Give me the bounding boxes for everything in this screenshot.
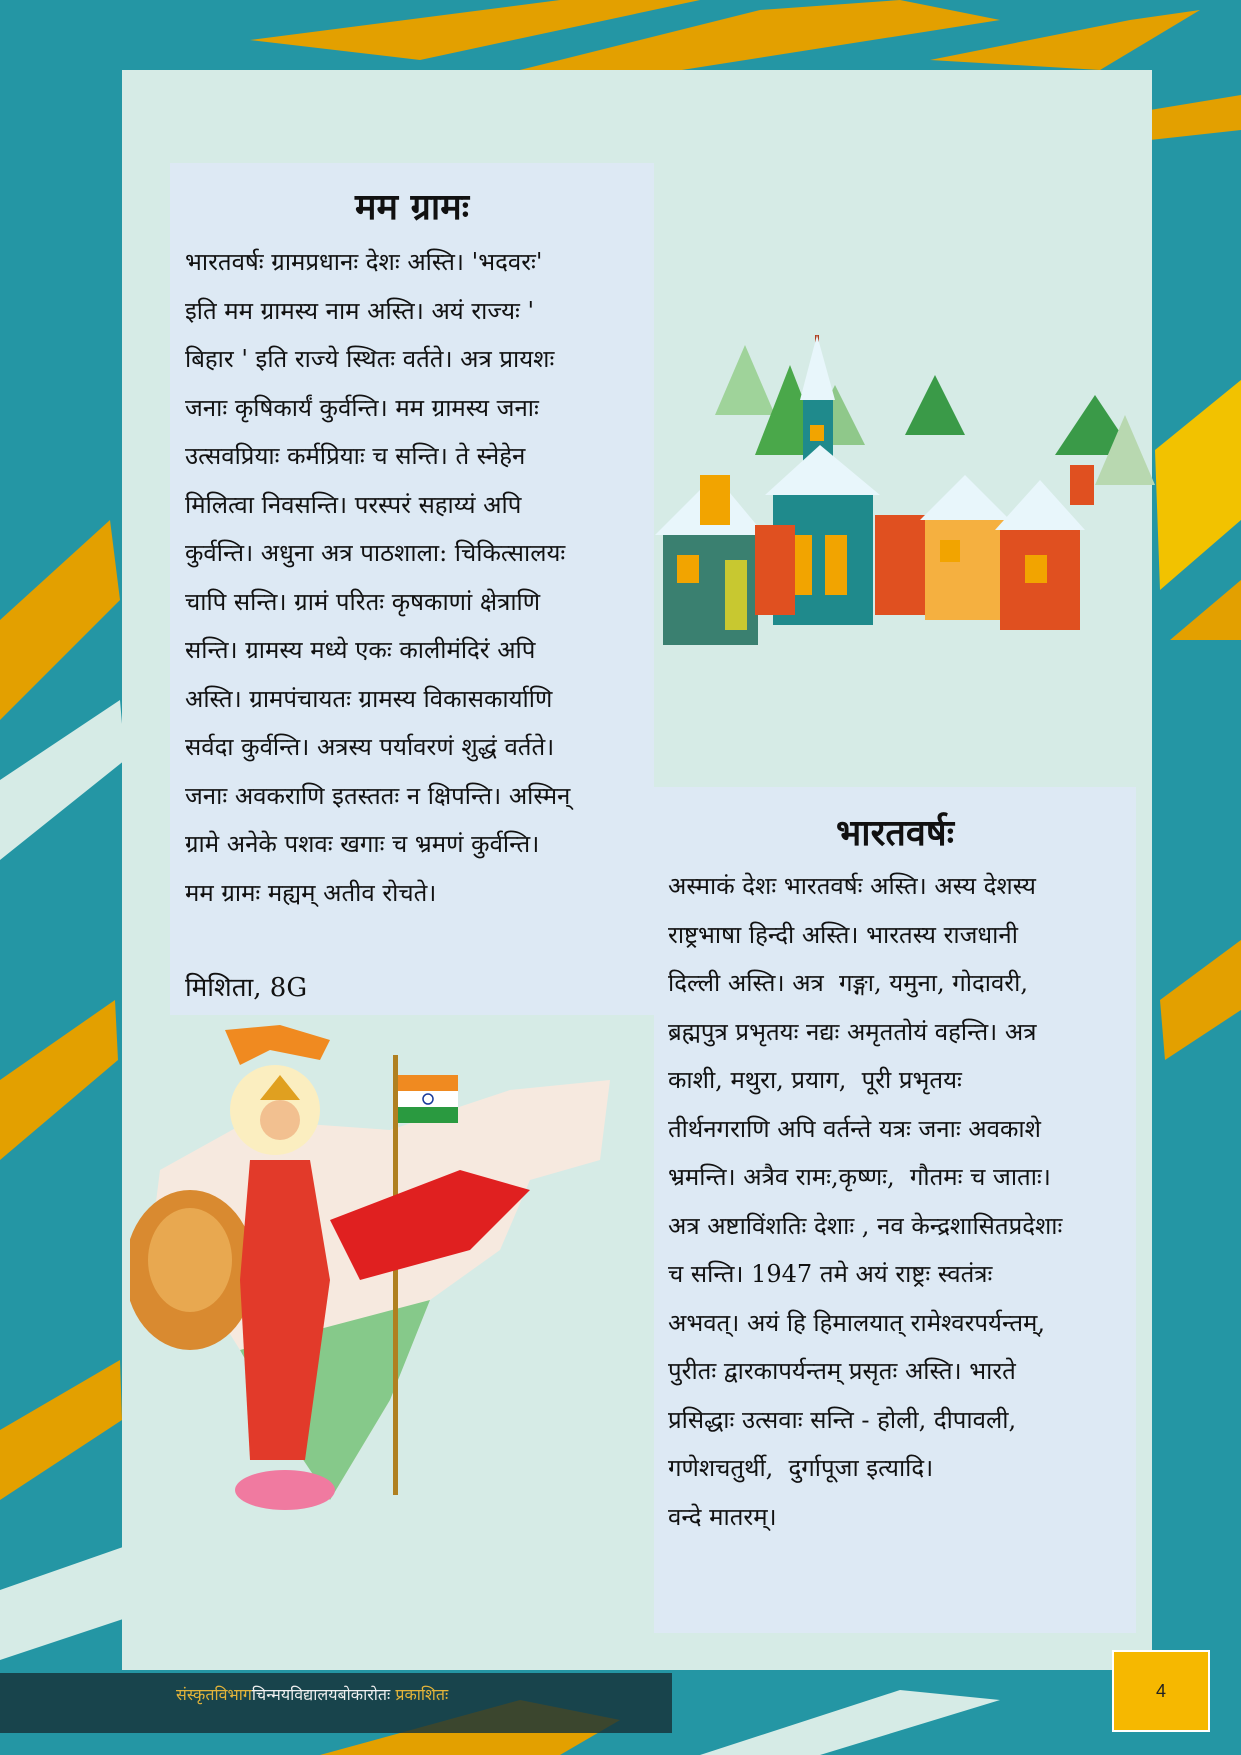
india-essay-title: भारतवर्षः: [836, 812, 954, 854]
footer-credit: [176, 1683, 448, 1705]
bharat-mata-illustration: [130, 1020, 620, 1560]
india-essay-box: [654, 787, 1136, 1633]
author-signature: मिशिता, 8G: [185, 973, 308, 1003]
footer-credit-dept: संस्कृतविभाग: [176, 1685, 252, 1704]
village-essay-body: भारतवर्षः ग्रामप्रधानः देशः अस्ति। 'भदवरः' इति मम ग्रामस्य नाम अस्ति। अयं राज्यः ' बिहार ' इति राज्ये स्थितः वर्तते। अत्र प्रायशः जनाः कृषिकार्यं कुर्वन्ति। मम ग्रामस्य जनाः उत्सवप्रियाः कर्मप्रियाः च सन्ति। ते स्नेहेन मिलित्वा निवसन्ति। परस्परं सहाय्यं अपि कुर्वन्ति। अधुना अत्र पाठशाला: चिकित्सालयः चापि सन्ति। ग्रामं परितः कृषकाणां क्षेत्राणि सन्ति। ग्रामस्य मध्ये एकः कालीमंदिरं अपि अस्ति। ग्रामपंचायतः ग्रामस्य विकासकार्याणि सर्वदा कुर्वन्ति। अत्रस्य पर्यावरणं शुद्धं वर्तते। जनाः अवकराणि इतस्ततः न क्षिपन्ति। अस्मिन् ग्रामे अनेके पशवः खगाः च भ्रमणं कुर्वन्ति। मम ग्रामः मह्यम् अतीव रोचते।: [185, 248, 571, 907]
page-number: 4: [1112, 1650, 1210, 1732]
village-essay-title: मम ग्रामः: [354, 186, 470, 228]
snowy-village-illustration: [655, 305, 1160, 705]
village-essay-box: [170, 163, 654, 1015]
footer-credit-published: प्रकाशितः: [395, 1685, 449, 1704]
footer-credit-school: चिन्मयविद्यालयबोकारोतः: [251, 1685, 391, 1704]
india-essay-body: अस्माकं देशः भारतवर्षः अस्ति। अस्य देशस्य राष्ट्रभाषा हिन्दी अस्ति। भारतस्य राजधानी दिल्ली अस्ति। अत्र गङ्गा, यमुना, गोदावरी, ब्रह्मपुत्र प्रभृतयः नद्यः अमृततोयं वहन्ति। अत्र काशी, मथुरा, प्रयाग, पूरी प्रभृतयः तीर्थनगराणि अपि वर्तन्ते यत्रः जनाः अवकाशे भ्रमन्ति। अत्रैव रामः,कृष्णः, गौतमः च जाताः। अत्र अष्टाविंशतिः देशाः , नव केन्द्रशासितप्रदेशाः च सन्ति। 1947 तमे अयं राष्ट्रः स्वतंत्रः अभवत्। अयं हि हिमालयात् रामेश्वरपर्यन्तम्, पुरीतः द्वारकापर्यन्तम् प्रसृतः अस्ति। भारते प्रसिद्धाः उत्सवाः सन्ति - होली, दीपावली, गणेशचतुर्थी, दुर्गापूजा इत्यादि। वन्दे मातरम्।: [668, 872, 1063, 1531]
